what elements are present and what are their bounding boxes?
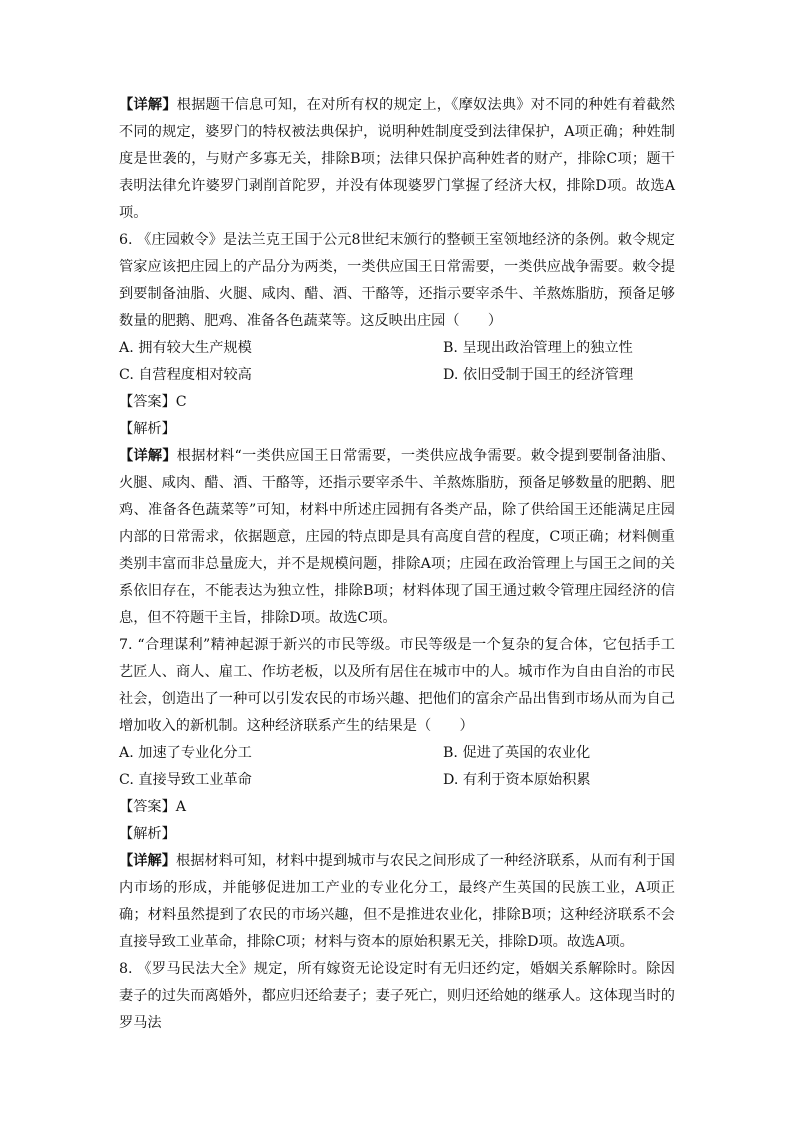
q6-option-c: C. 自营程度相对较高	[119, 367, 252, 383]
q7-option-a: A. 加速了专业化分工	[119, 745, 252, 761]
q6-analysis-heading: 【解析】	[119, 421, 176, 437]
q8-stem: 8. 《罗马民法大全》规定，所有嫁资无论设定时有无归还约定，婚姻关系解除时。除因妻子的过失而离婚外，都应归还给妻子；妻子死亡，则归还给她的继承人。这体现当时的罗马法	[119, 961, 675, 1031]
q7-stem: 7. “合理谋利”精神起源于新兴的市民等级。市民等级是一个复杂的复合体，它包括手工艺匠人、商人、雇工、作坊老板，以及所有居住在城市中的人。城市作为自由自治的市民社会，创造出了一种可以引发农民的市场兴趣、把他们的富余产品出售到市场从而为自己增加收入的新机制。这种经济联系产生的结果是（ ）	[119, 637, 675, 734]
q6-stem: 6. 《庄园敕令》是法兰克王国于公元8世纪末颁行的整顿王室领地经济的条例。敕令规定管家应该把庄园上的产品分为两类，一类供应国王日常需要，一类供应战争需要。敕令提到要制备油脂、火腿、咸肉、醋、酒、干酪等，还指示要宰杀牛、羊熬炼脂肪，预备足够数量的肥鹅、肥鸡、准备各色蔬菜等。这反映出庄园（ ）	[119, 232, 675, 329]
detail-text: 根据题干信息可知，在对所有权的规定上，《摩奴法典》对不同的种姓有着截然不同的规定，婆罗门的特权被法典保护，说明种姓制度受到法律保护，A项正确；种姓制度是世袭的，与财产多寡无关，排除B项；法律只保护高种姓者的财产，排除C项；题干表明法律允许婆罗门剥削首陀罗，并没有体现婆罗门掌握了经济大权，排除D项。故选A项。	[119, 97, 675, 221]
detail-tag: 【详解】	[119, 448, 177, 464]
q6-detail	[119, 443, 675, 632]
q6-option-a: A. 拥有较大生产规模	[119, 340, 252, 356]
q7-option-c: C. 直接导致工业革命	[119, 772, 252, 788]
detail-tag: 【详解】	[119, 97, 177, 113]
document-page	[119, 92, 675, 1037]
q7-options	[119, 740, 675, 794]
q5-detail	[119, 92, 675, 227]
q7-answer: 【答案】A	[119, 799, 186, 815]
q7-option-b: B. 促进了英国的农业化	[443, 745, 591, 761]
q6-answer: 【答案】C	[119, 394, 187, 410]
q7-detail	[119, 848, 675, 956]
detail-tag: 【详解】	[119, 853, 177, 869]
q6-options	[119, 335, 675, 389]
detail-text: 根据材料可知，材料中提到城市与农民之间形成了一种经济联系，从而有利于国内市场的形成，并能够促进加工产业的专业化分工，最终产生英国的民族工业，A项正确；材料虽然提到了农民的市场兴趣，但不是推进农业化，排除B项；这种经济联系不会直接导致工业革命，排除C项；材料与资本的原始积累无关，排除D项。故选A项。	[119, 853, 675, 950]
detail-text: 根据材料“一类供应国王日常需要，一类供应战争需要。敕令提到要制备油脂、火腿、咸肉、醋、酒、干酪等，还指示要宰杀牛、羊熬炼脂肪，预备足够数量的肥鹅、肥鸡、准备各色蔬菜等”可知，材料中所述庄园拥有各类产品，除了供给国王还能满足庄园内部的日常需求，依据题意，庄园的特点即是具有高度自营的程度，C项正确；材料侧重类别丰富而非总量庞大，并不是规模问题，排除A项；庄园在政治管理上与国王之间的关系依旧存在，不能表达为独立性，排除B项；材料体现了国王通过敕令管理庄园经济的信息，但不符题干主旨，排除D项。故选C项。	[119, 448, 675, 626]
q7-analysis-heading: 【解析】	[119, 826, 176, 842]
q7-option-d: D. 有利于资本原始积累	[443, 772, 591, 788]
q6-option-d: D. 依旧受制于国王的经济管理	[443, 367, 634, 383]
q6-option-b: B. 呈现出政治管理上的独立性	[443, 340, 633, 356]
